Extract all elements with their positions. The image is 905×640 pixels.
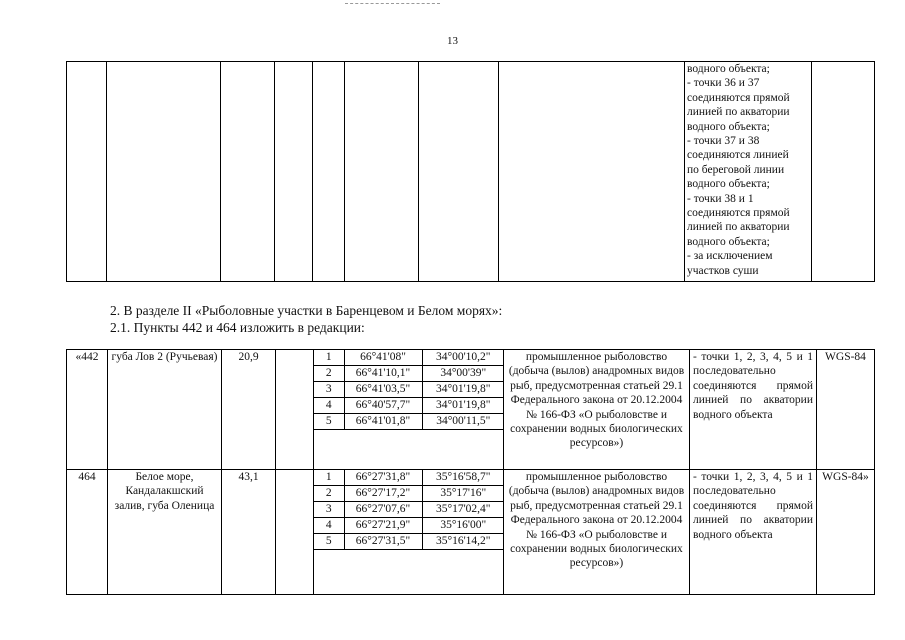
longitude: 35°17'16" <box>422 486 504 502</box>
cell-empty <box>812 62 875 282</box>
point-number: 4 <box>314 398 344 414</box>
coord-row <box>314 534 504 550</box>
table-row <box>67 350 875 470</box>
coord-row <box>314 350 504 366</box>
desc-line: водного объекта; <box>687 63 770 75</box>
latitude: 66°27'21,9" <box>344 518 422 534</box>
point-number: 5 <box>314 414 344 430</box>
point-number: 4 <box>314 518 344 534</box>
area-number: 464 <box>67 470 108 595</box>
coord-row <box>314 470 504 486</box>
longitude: 35°16'14,2" <box>422 534 504 550</box>
page-number: 13 <box>447 35 458 47</box>
latitude: 66°41'10,1" <box>344 366 422 382</box>
coordinates-table <box>314 350 504 430</box>
coord-row <box>314 414 504 430</box>
desc-line: водного объекта; <box>687 178 770 191</box>
longitude: 34°01'19,8" <box>422 382 504 398</box>
cell-empty <box>499 62 685 282</box>
coordinates-cell <box>314 350 504 470</box>
area-name: Белое море, Кандалакшский залив, губа Оленица <box>108 470 222 595</box>
coord-row <box>314 502 504 518</box>
area-size: 43,1 <box>222 470 276 595</box>
coordinates-cell <box>314 470 504 595</box>
longitude: 34°01'19,8" <box>422 398 504 414</box>
table-row <box>67 470 875 595</box>
desc-line: участков суши <box>687 264 759 277</box>
longitude: 34°00'39" <box>422 366 504 382</box>
desc-line: - за исключением <box>687 250 773 263</box>
boundary-text: - точки 1, 2, 3, 4, 5 и 1 последовательно соединяются прямой линией по акватории водного объекта <box>690 350 817 470</box>
point-number: 3 <box>314 382 344 398</box>
boundary-text: - точки 1, 2, 3, 4, 5 и 1 последовательно соединяются прямой линией по акватории водного объекта <box>690 470 817 595</box>
cell-empty <box>107 62 221 282</box>
cell-empty <box>419 62 499 282</box>
purpose-text: промышленное рыболовство (добыча (вылов) анадромных видов рыб, предусмотренная статьей 29.1 Федерального закона от 20.12.2004 № 166-ФЗ «О рыболовстве и сохранении водных биологических ресурсов») <box>504 350 690 470</box>
cell-empty <box>67 62 107 282</box>
coordinates-table <box>314 470 504 550</box>
latitude: 66°40'57,7" <box>344 398 422 414</box>
coordinate-system: WGS-84 <box>817 350 875 470</box>
continuation-row <box>67 62 875 282</box>
cell-empty <box>276 350 314 470</box>
latitude: 66°27'31,8" <box>344 470 422 486</box>
longitude: 35°16'58,7" <box>422 470 504 486</box>
latitude: 66°27'31,5" <box>344 534 422 550</box>
point-number: 2 <box>314 486 344 502</box>
cell-empty <box>275 62 313 282</box>
coord-row <box>314 366 504 382</box>
longitude: 35°16'00" <box>422 518 504 534</box>
desc-line: - точки 37 и 38 <box>687 135 760 148</box>
coordinate-system: WGS-84» <box>817 470 875 595</box>
desc-line: - точки 38 и 1 <box>687 192 754 205</box>
desc-line: - точки 36 и 37 <box>687 77 760 90</box>
section-heading: 2. В разделе II «Рыболовные участки в Баренцевом и Белом морях»: <box>110 303 503 318</box>
latitude: 66°41'03,5" <box>344 382 422 398</box>
coord-row <box>314 518 504 534</box>
latitude: 66°27'17,2" <box>344 486 422 502</box>
desc-line: соединяются линией <box>687 149 789 162</box>
subsection-heading: 2.1. Пункты 442 и 464 изложить в редакции: <box>110 320 365 335</box>
coord-row <box>314 486 504 502</box>
desc-line: соединяются прямой <box>687 207 790 220</box>
desc-line: по береговой линии <box>687 163 785 176</box>
desc-line: линией по акватории <box>687 106 790 119</box>
scan-artifact <box>345 3 440 4</box>
longitude: 34°00'11,5" <box>422 414 504 430</box>
point-number: 3 <box>314 502 344 518</box>
latitude: 66°27'07,6" <box>344 502 422 518</box>
area-name: губа Лов 2 (Ручьевая) <box>108 350 222 470</box>
desc-line: водного объекта; <box>687 235 770 248</box>
boundary-description-cell <box>685 62 812 282</box>
cell-empty <box>221 62 275 282</box>
desc-line: водного объекта; <box>687 120 770 133</box>
cell-empty <box>345 62 419 282</box>
coord-row <box>314 398 504 414</box>
area-number: «442 <box>67 350 108 470</box>
desc-line: линией по акватории <box>687 221 790 234</box>
point-number: 5 <box>314 534 344 550</box>
cell-empty <box>313 62 345 282</box>
cell-empty <box>276 470 314 595</box>
point-number: 1 <box>314 470 344 486</box>
longitude: 35°17'02,4" <box>422 502 504 518</box>
latitude: 66°41'01,8" <box>344 414 422 430</box>
continuation-table <box>66 61 875 282</box>
purpose-text: промышленное рыболовство (добыча (вылов) анадромных видов рыб, предусмотренная статьей 29.1 Федерального закона от 20.12.2004 № 166-ФЗ «О рыболовстве и сохранении водных биологических ресурсов») <box>504 470 690 595</box>
fishing-areas-table <box>66 349 875 595</box>
longitude: 34°00'10,2" <box>422 350 504 366</box>
area-size: 20,9 <box>222 350 276 470</box>
point-number: 1 <box>314 350 344 366</box>
desc-line: соединяются прямой <box>687 91 790 104</box>
latitude: 66°41'08" <box>344 350 422 366</box>
point-number: 2 <box>314 366 344 382</box>
coord-row <box>314 382 504 398</box>
